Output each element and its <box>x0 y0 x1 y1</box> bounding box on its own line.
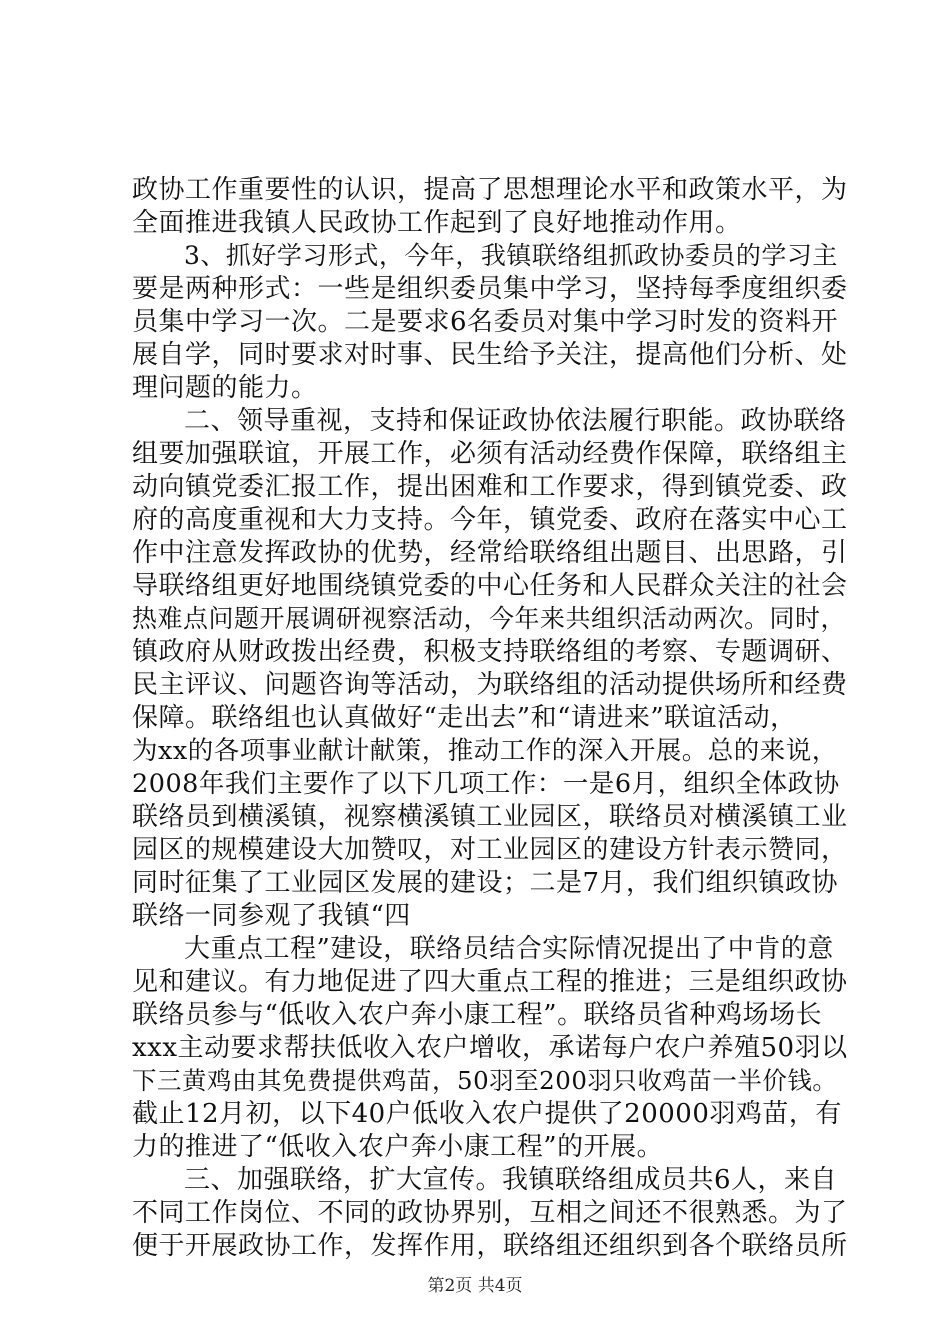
text-line: 2008年我们主要作了以下几项工作：一是6月，组织全体政协 <box>132 769 840 799</box>
text-line: 联络员到横溪镇，视察横溪镇工业园区，联络员对横溪镇工业 <box>132 802 848 832</box>
text-line: 全面推进我镇人民政协工作起到了良好地推动作用。 <box>132 208 742 238</box>
text-line: 热难点问题开展调研视察活动，今年来共组织活动两次。同时， <box>132 604 847 633</box>
text-line: 展自学，同时要求对时事、民生给予关注，提高他们分析、处 <box>132 340 848 370</box>
text-line: xxx主动要求帮扶低收入农户增收，承诺每户农户养殖50羽以 <box>132 1033 848 1063</box>
text-line: 园区的规模建设大加赞叹，对工业园区的建设方针表示赞同， <box>132 835 848 865</box>
text-line: 三、加强联络，扩大宣传。我镇联络组成员共6人，来自 <box>184 1165 838 1195</box>
text-line: 导联络组更好地围绕镇党委的中心任务和人民群众关注的社会 <box>132 571 848 601</box>
text-line: 民主评议、问题咨询等活动，为联络组的活动提供场所和经费 <box>132 670 848 700</box>
text-line: 便于开展政协工作，发挥作用，联络组还组织到各个联络员所 <box>132 1231 848 1261</box>
text-line: 府的高度重视和大力支持。今年，镇党委、政府在落实中心工 <box>132 505 848 535</box>
text-line: 不同工作岗位、不同的政协界别，互相之间还不很熟悉。为了 <box>132 1198 848 1228</box>
text-line: 见和建议。有力地促进了四大重点工程的推进；三是组织政协 <box>132 967 848 997</box>
text-line: 动向镇党委汇报工作，提出困难和工作要求，得到镇党委、政 <box>132 472 848 502</box>
text-line: 力的推进了“低收入农户奔小康工程”的开展。 <box>132 1132 664 1162</box>
text-line: 为xx的各项事业献计献策，推动工作的深入开展。总的来说， <box>132 736 838 766</box>
page-footer: 第2页 共4页 <box>427 1276 523 1296</box>
text-line: 员集中学习一次。二是要求6名委员对集中学习时发的资料开 <box>132 307 839 337</box>
text-line: 联络员参与“低收入农户奔小康工程”。联络员省种鸡场场长 <box>132 1000 823 1030</box>
text-line: 截止12月初，以下40户低收入农户提供了20000羽鸡苗，有 <box>132 1099 842 1129</box>
text-line: 下三黄鸡由其免费提供鸡苗，50羽至200羽只收鸡苗一半价钱。 <box>132 1066 838 1095</box>
text-line: 联络一同参观了我镇“四 <box>132 901 411 931</box>
text-line: 二、领导重视，支持和保证政协依法履行职能。政协联络 <box>184 406 847 436</box>
text-line: 大重点工程”建设，联络员结合实际情况提出了中肯的意 <box>184 934 834 964</box>
text-line: 镇政府从财政拨出经费，积极支持联络组的考察、专题调研、 <box>132 637 848 667</box>
text-line: 要是两种形式：一些是组织委员集中学习，坚持每季度组织委 <box>132 274 848 304</box>
text-line: 作中注意发挥政协的优势，经常给联络组出题目、出思路，引 <box>132 538 848 568</box>
text-line: 组要加强联谊，开展工作，必须有活动经费作保障，联络组主 <box>132 439 848 469</box>
text-line: 保障。联络组也认真做好“走出去”和“请进来”联谊活动， <box>132 703 797 733</box>
text-line: 3、抓好学习形式，今年，我镇联络组抓政协委员的学习主 <box>184 241 838 270</box>
text-line: 政协工作重要性的认识，提高了思想理论水平和政策水平，为 <box>132 175 848 205</box>
text-line: 理问题的能力。 <box>132 373 318 403</box>
text-line: 同时征集了工业园区发展的建设；二是7月，我们组织镇政协 <box>132 868 839 898</box>
